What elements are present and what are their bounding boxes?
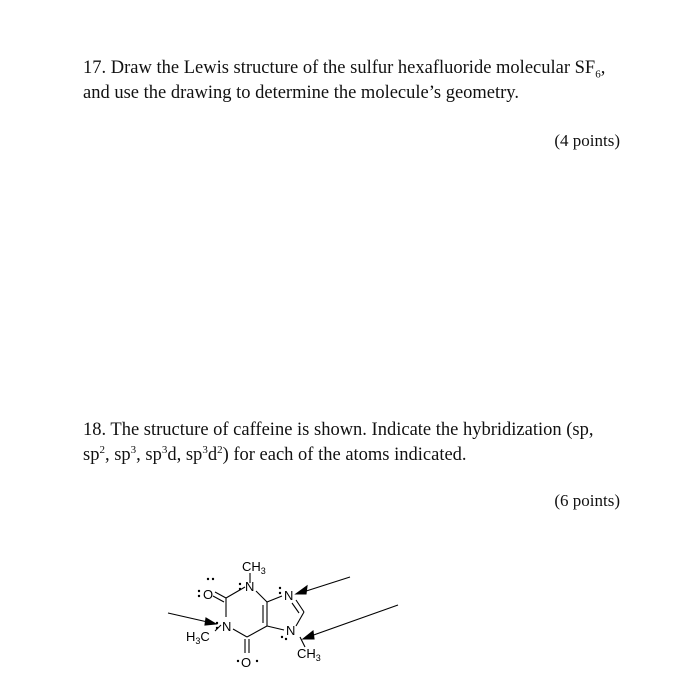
n1-label: N	[245, 579, 255, 594]
question-18-points: (6 points)	[554, 491, 620, 510]
arrow-to-n7-head	[296, 586, 307, 594]
n7-label: N	[284, 588, 294, 603]
bond-c6-n7	[267, 596, 282, 602]
arrow-to-n3-head	[205, 618, 216, 625]
h3c-label: $H_3C$	[186, 629, 210, 646]
question-17-points: (4 points)	[554, 131, 620, 150]
bond-c6-n1	[256, 591, 267, 602]
bond-n3-c4	[233, 629, 247, 637]
oxygen-bottom-label: O	[241, 655, 252, 670]
caffeine-structure	[160, 555, 420, 685]
bond-c2-o-a	[215, 592, 226, 598]
ch3-bottom-label: $CH_3$	[297, 646, 321, 663]
n9-label: N	[286, 623, 296, 638]
n3-label: N	[222, 619, 232, 634]
arrow-to-n9-head	[303, 631, 314, 639]
bond-n7-c8-inner	[292, 603, 299, 613]
bond-c4-c5	[247, 626, 267, 637]
bond-n1-c2	[226, 587, 245, 598]
question-17-text: 17. Draw the Lewis structure of the sulfur hexafluoride molecular $SF_6$, and use the drawing to determine the molecule’s geometry.	[83, 58, 606, 103]
bond-n9-c5	[267, 626, 284, 630]
oxygen-left-label: O	[203, 587, 214, 602]
bond-c2-o-b	[213, 596, 224, 602]
question-18-text: 18. The structure of caffeine is shown. Indicate the hybridization (sp, $sp^2$, $sp^3$, $sp^3d$, $sp^3d^2$) for each of the atoms indicated.	[83, 420, 594, 465]
bond-c8-n9	[296, 612, 304, 626]
arrow-to-n9	[308, 605, 398, 637]
ch3-top-label: $CH_3$	[242, 559, 266, 576]
